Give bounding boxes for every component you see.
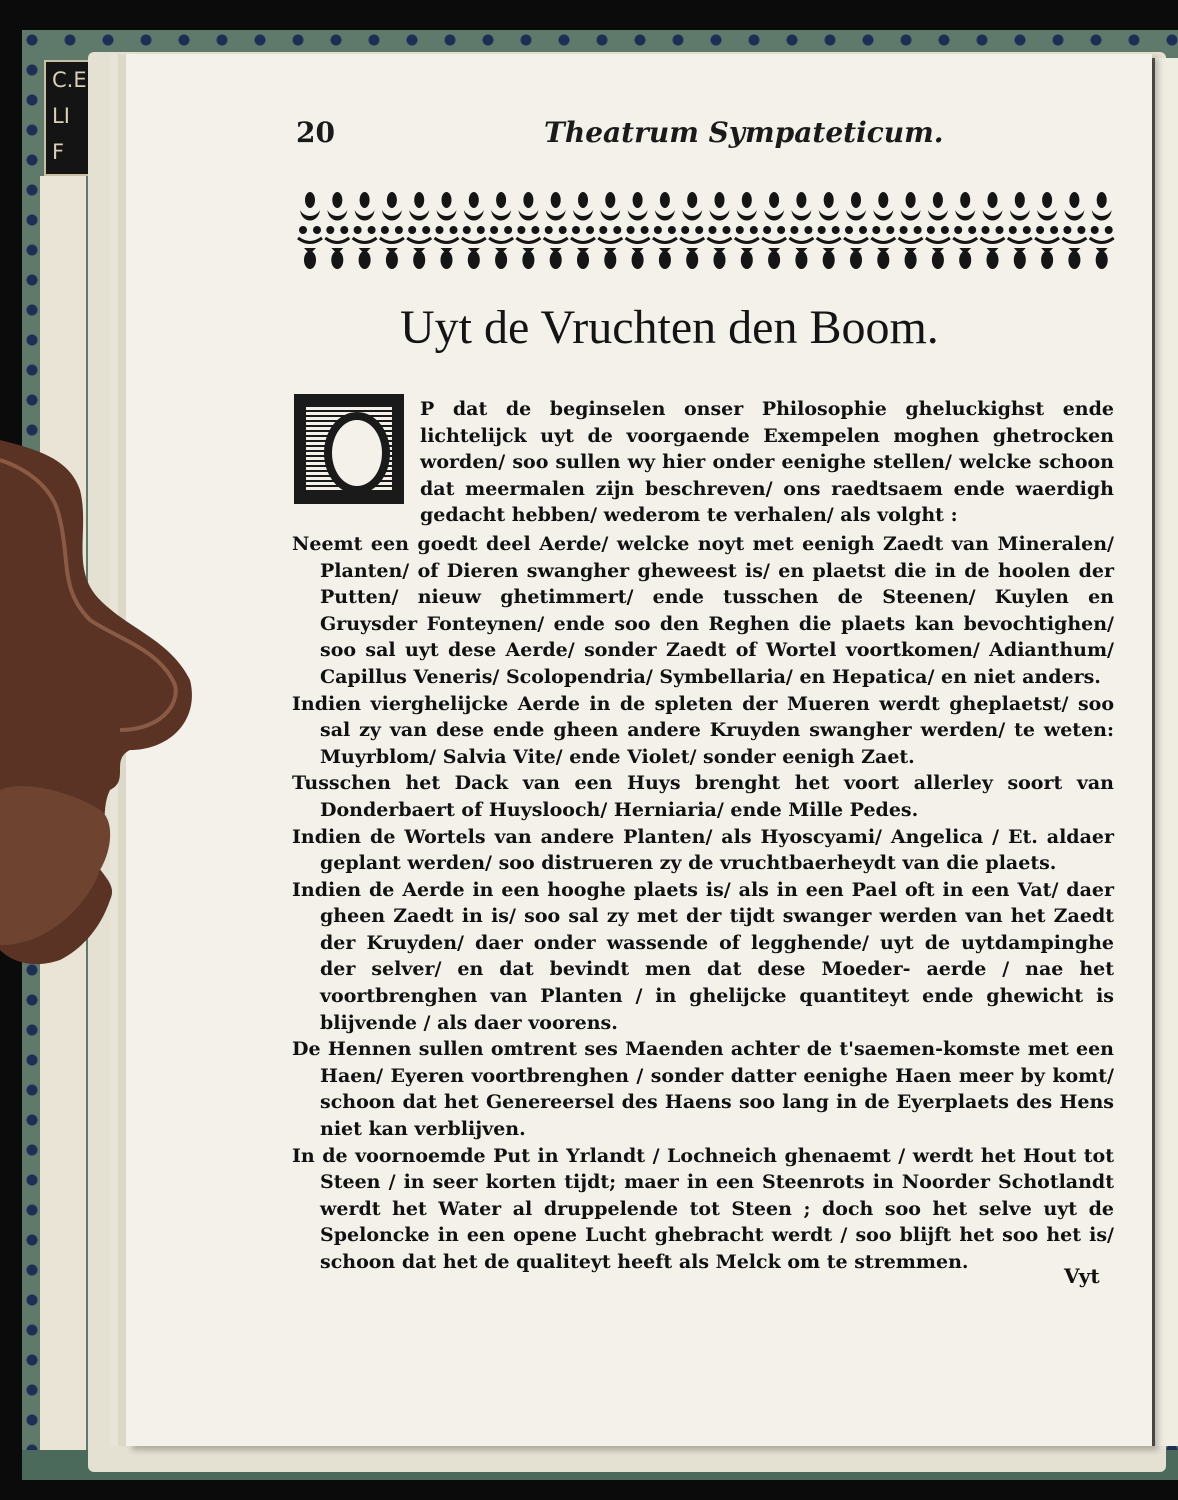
running-title: Theatrum Sympateticum. (544, 116, 944, 149)
chapter-title: Uyt de Vruchten den Boom. (400, 301, 939, 354)
catchword: Vyt (1064, 1264, 1100, 1288)
paragraph: Indien vierghelijcke Aerde in de spleten der Mueren werdt gheplaetst/ soo sal zy van dese ende gheen andere Kruyden swangher werden/ te weten: Muyrblom/ Salvia Vite/ ende Violet/ sonder eenigh Zaet. (292, 692, 1114, 768)
running-head (296, 116, 1116, 160)
body-text (292, 396, 1114, 1276)
paragraph: In de voornoemde Put in Yrlandt / Lochneich ghenaemt / werdt het Hout tot Steen / in seer korten tijdt; maer in een Steenrots in Noorder Schotlandt werdt het Water al druppelende tot Steen ; doch soo het selve uyt de Speloncke in een opene Lucht ghebracht werdt / soo blijft het soo het is/ schoon dat het de qualiteyt heeft als Melck om te stremmen. (292, 1144, 1114, 1273)
paragraph: Indien de Aerde in een hooghe plaets is/ als in een Pael oft in een Vat/ daer gheen Zaedt in is/ soo sal zy met der tijdt swanger werden van het Zaedt der Kruyden/ daer onder wassende of legghende/ uyt de uytdampinghe der selver/ en dat bevindt men dat dese Moeder- aerde / nae het voortbrenghen van Planten / in ghelijcke quantiteyt ende ghewicht is blijvende / als daer voorens. (292, 878, 1114, 1034)
spine-label-line: LI (52, 104, 70, 128)
paragraph: P dat de beginselen onser Philosophie gheluckighst ende lichtelijck uyt de voorgaende Exempelen moghen ghetrocken worden/ soo sullen wy hier onder eenighe stellen/ welcke schoon dat meermalen zijn beschreven/ ons raedtsaem ende waerdigh gedacht hebben/ wederom te verhalen/ als volght : (420, 398, 1114, 527)
page-number: 20 (296, 116, 335, 149)
paragraph: Indien de Wortels van andere Planten/ als Hyoscyami/ Angelica / Et. aldaer geplant werden/ soo distrueren zy de vruchtbaerheydt van die plaets. (292, 825, 1114, 875)
spine-label-line: C.E (52, 68, 87, 92)
next-page-edge (1152, 58, 1178, 1446)
spine-label-line: F (52, 140, 65, 164)
paragraph: De Hennen sullen omtrent ses Maenden achter de t'saemen-komste met een Haen/ Eyeren voortbrenghen / sonder datter eenighe Haen meer by komt/ schoon dat het Genereersel des Haens soo lang in de Eyerplaets des Hens niet kan verblijven. (292, 1038, 1114, 1141)
spine-label (44, 60, 94, 176)
page-clip (0, 430, 200, 970)
fleuron-band-icon (296, 190, 1116, 272)
paragraph: Neemt een goedt deel Aerde/ welcke noyt met eenigh Zaedt van Mineralen/ Planten/ of Dieren swangher gheweest is/ en plaetst die in de hoolen der Putten/ nieuw ghetimmert/ ende tusschen de Steenen/ Kuylen en Gruysder Fonteynen/ ende soo den Reghen die plaets kan bevochtighen/ soo sal uyt dese Aerde/ sonder Zaedt of Wortel voortkomen/ Adianthum/ Capillus Veneris/ Scolopendria/ Symbellaria/ en Hepatica/ en niet anders. (292, 532, 1114, 688)
paragraph: Tusschen het Dack van een Huys brenght het voort allerley soort van Donderbaert of Huyslooch/ Herniaria/ ende Mille Pedes. (292, 772, 1114, 821)
